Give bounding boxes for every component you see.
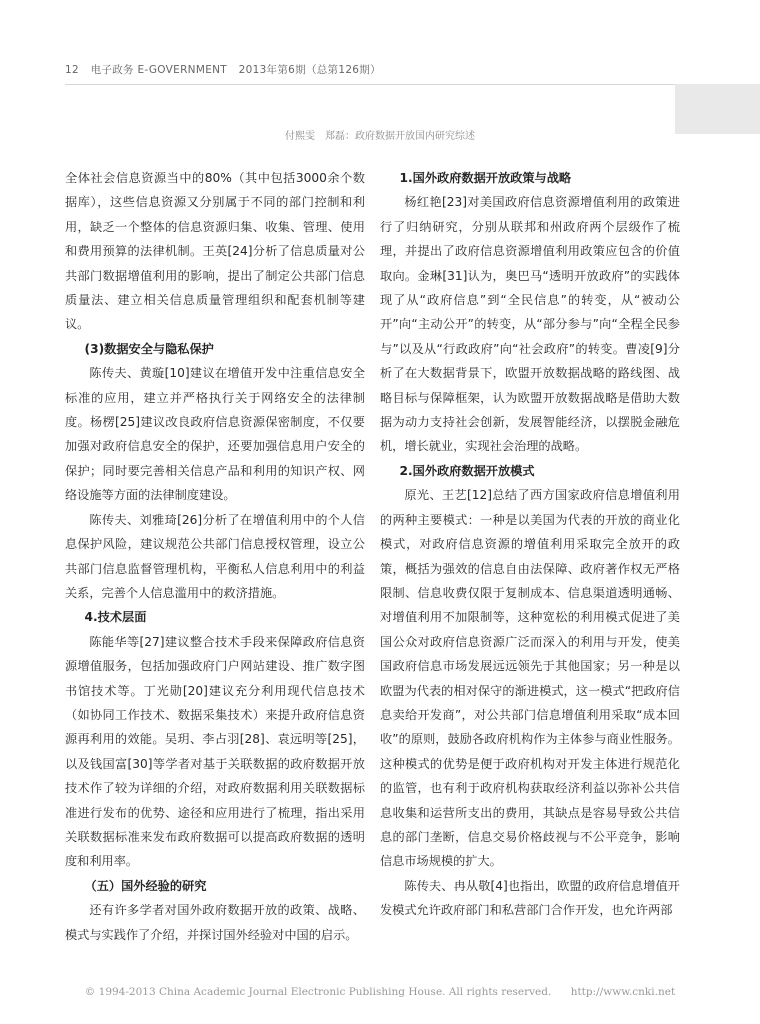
- header-divider: [65, 84, 675, 85]
- paragraph: 陈能华等[27]建议整合技术手段来保障政府信息资源增值服务，包括加强政府门户网站建设、推广数字图书馆技术等。丁光勋[20]建议充分利用现代信息技术（如协同工作技术、数据采集技术）来提升政府信息资源再利用的效能。吴玥、李占羽[28]、袁远明等[25]，以及钱国富[30]等学者对基于关联数据的政府数据开放技术作了较为详细的介绍，对政府数据利用关联数据标准进行发布的优势、途径和应用进行了梳理，指出采用关联数据标准来发布政府数据可以提高政府数据的透明度和利用率。: [65, 634, 365, 869]
- section-heading: 2.国外政府数据开放模式: [399, 463, 535, 478]
- journal-name: 电子政务 E-GOVERNMENT: [90, 64, 227, 76]
- footer-url[interactable]: http://www.cnki.net: [570, 986, 676, 998]
- paragraph: 还有许多学者对国外政府数据开放的政策、战略、模式与实践作了介绍，并探讨国外经验对中国的启示。: [65, 903, 365, 942]
- section-heading: （五）国外经验的研究: [84, 878, 207, 893]
- paragraph: 原光、王艺[12]总结了西方国家政府信息增值利用的两种主要模式：一种是以美国为代表的开放的商业化模式，对政府信息资源的增值利用采取完全放开的政策，概括为强效的信息自由法保障、政府著作权无严格限制、信息收费仅限于复制成本、信息渠道透明通畅、对增值利用不加限制等，这种宽松的利用模式促进了美国公众对政府信息资源广泛而深入的利用与开发，使美国政府信息市场发展远远领先于其他国家；另一种是以欧盟为代表的相对保守的渐进模式，这一模式“把政府信息卖给开发商”，对公共部门信息增值利用采取“成本回收”的原则，鼓励各政府机构作为主体参与商业性服务。这种模式的优势是便于政府机构对开发主体进行规范化的监管，也有利于政府机构获取经济利益以弥补公共信息收集和运营所支出的费用，其缺点是容易导致公共信息的部门垄断，信息交易价格歧视与不公平竞争，影响信息市场规模的扩大。: [380, 488, 680, 869]
- article-running-title: 付熙雯 郑磊：政府数据开放国内研究综述: [285, 131, 475, 142]
- section-heading: 4.技术层面: [84, 610, 147, 625]
- section-heading: 1.国外政府数据开放政策与战略: [399, 171, 572, 185]
- page-number: 12: [65, 64, 79, 76]
- paragraph: 杨红艳[23]对美国政府信息资源增值利用的政策进行了归纳研究，分别从联邦和州政府两个层级作了梳理，并提出了政府信息资源增值利用政策应包含的价值取向。金琳[31]认为，奥巴马“透明开放政府”的实践体现了从“政府信息”到“全民信息”的转变，从“被动公开”向“主动公开”的转变，从“部分参与”向“全程全民参与”以及从“行政政府”向“社会政府”的转变。曹凌[9]分析了在大数据背景下，欧盟开放数据战略的路线图、战略目标与保障框架，认为欧盟开放数据战略是借助大数据为动力支持社会创新，发展智能经济，以摆脱金融危机，增长就业，实现社会治理的战略。: [380, 195, 680, 454]
- copyright-footer: [0, 986, 760, 998]
- issue-info: 2013年第6期（总第126期）: [238, 64, 381, 76]
- left-column: [65, 166, 365, 947]
- right-column: [380, 166, 680, 923]
- paragraph: 全体社会信息资源当中的80%（其中包括3000余个数据库），这些信息资源又分别属于不同的部门控制和利用，缺乏一个整体的信息资源归集、收集、管理、使用和费用预算的法律机制。王英[24]分析了信息质量对公共部门数据增值利用的影响，提出了制定公共部门信息质量法、建立相关信息质量管理组织和配套机制等建议。: [65, 171, 365, 332]
- paragraph: 陈传夫、冉从敬[4]也指出，欧盟的政府信息增值开发模式允许政府部门和私营部门合作开发，也允许两部: [380, 878, 680, 918]
- copyright-text: © 1994-2013 China Academic Journal Electronic Publishing House. All rights reserved.: [84, 986, 552, 998]
- paragraph: 陈传夫、黄璇[10]建议在增值开发中注重信息安全标准的应用，建立并严格执行关于网络安全的法律制度。杨楞[25]建议改良政府信息资源保密制度，不仅要加强对政府信息安全的保护，还要加强信息用户安全的保护；同时要完善相关信息产品和利用的知识产权、网络设施等方面的法律制度建设。: [65, 366, 365, 503]
- section-heading: (3)数据安全与隐私保护: [84, 341, 214, 356]
- running-header: [65, 62, 389, 77]
- paragraph: 陈传夫、刘雅琦[26]分析了在增值利用中的个人信息保护风险，建议规范公共部门信息授权管理，设立公共部门信息监督管理机构，平衡私人信息利用中的利益关系，完善个人信息滥用中的救济措施。: [65, 512, 365, 600]
